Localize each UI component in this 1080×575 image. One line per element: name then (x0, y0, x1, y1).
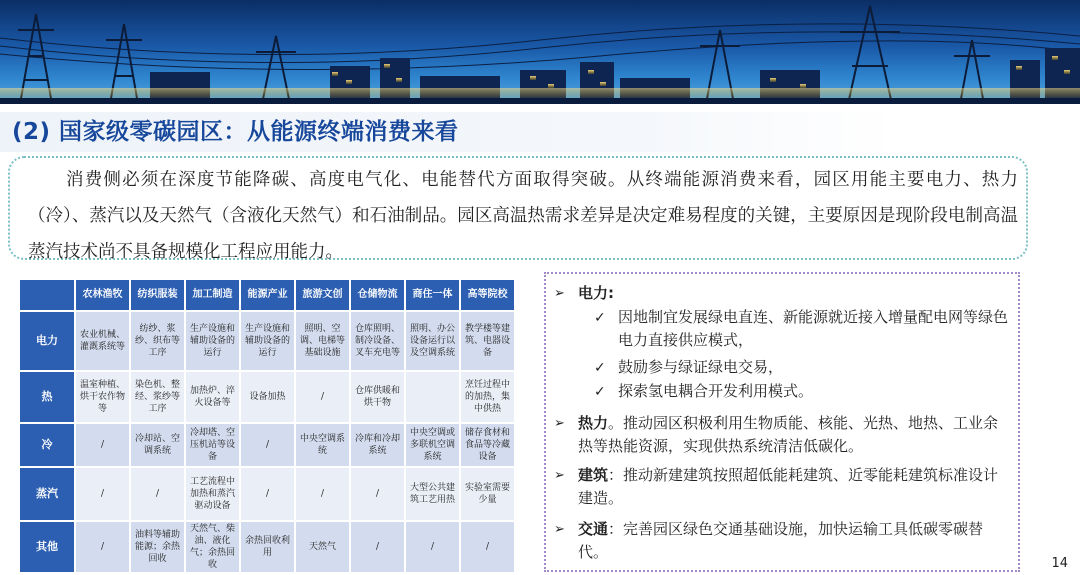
table-column-header: 仓储物流 (351, 280, 404, 310)
table-cell: 天然气 (296, 522, 349, 572)
heat-heading: 热力 (578, 414, 609, 432)
page-title: (2) 国家级零碳园区：从能源终端消费来看 (12, 119, 459, 145)
traffic-text: ：完善园区绿色交通基础设施，加快运输工具低碳零碳替代。 (578, 520, 984, 561)
table-cell: 冷却站、空调系统 (131, 424, 184, 466)
table-cell: / (131, 468, 184, 520)
table-column-header: 旅游文创 (296, 280, 349, 310)
table-cell: 生产设施和辅助设备的运行 (186, 312, 239, 370)
intro-box (8, 156, 1028, 260)
table-column-header: 商住一体 (406, 280, 459, 310)
title-bar (0, 112, 896, 152)
table-cell: / (76, 424, 129, 466)
table-cell: / (351, 522, 404, 572)
check-icon: ✓ (594, 384, 606, 400)
table-row (20, 468, 514, 520)
table-cell: 设备加热 (241, 372, 294, 422)
table-cell: 储存食材和食品等冷藏设备 (461, 424, 514, 466)
table-cell: 照明、办公设备运行以及空调系统 (406, 312, 459, 370)
arrow-bullet-icon: ➢ (554, 522, 565, 537)
table-cell: / (241, 424, 294, 466)
table-cell: 大型公共建筑工艺用热 (406, 468, 459, 520)
power-heading: 电力: (578, 284, 614, 302)
table-cell: 生产设施和辅助设备的运行 (241, 312, 294, 370)
table-cell: 加热炉、淬火设备等 (186, 372, 239, 422)
table-row (20, 522, 514, 572)
table-cell: 冷却塔、空压机站等设备 (186, 424, 239, 466)
table-row-header: 热 (20, 372, 74, 422)
table-cell: 纺纱、浆纱、织布等工序 (131, 312, 184, 370)
power-grid-illustration (0, 0, 1080, 104)
table-corner-cell (20, 280, 74, 310)
energy-consumption-table (18, 278, 516, 574)
check-icon: ✓ (594, 360, 606, 376)
table-row (20, 424, 514, 466)
table-row-header: 蒸汽 (20, 468, 74, 520)
table-cell: 中央空调系统 (296, 424, 349, 466)
table-column-header: 高等院校 (461, 280, 514, 310)
table-cell: 中央空调或多联机空调系统 (406, 424, 459, 466)
arrow-bullet-icon: ➢ (554, 468, 565, 483)
table-cell: 工艺流程中加热和蒸汽驱动设备 (186, 468, 239, 520)
table-header-row (20, 280, 514, 310)
table-cell: 照明、空调、电梯等基础设施 (296, 312, 349, 370)
table-cell: / (241, 468, 294, 520)
table-cell: 烹饪过程中的加热，集中供热 (461, 372, 514, 422)
table-cell: 冷库和冷却系统 (351, 424, 404, 466)
table-row-header: 电力 (20, 312, 74, 370)
table-cell: 温室种植、烘干农作物等 (76, 372, 129, 422)
table-cell: 农业机械、灌溉系统等 (76, 312, 129, 370)
table-column-header: 纺织服装 (131, 280, 184, 310)
table-row-header: 其他 (20, 522, 74, 572)
table-cell: / (296, 372, 349, 422)
traffic-bullet (578, 518, 1010, 564)
table-row-header: 冷 (20, 424, 74, 466)
table-cell: / (76, 522, 129, 572)
heat-text: 。推动园区积极利用生物质能、核能、光热、地热、工业余热等热能资源，实现供热系统清洁低碳化。 (578, 414, 999, 455)
table-cell: 染色机、整经、浆纱等工序 (131, 372, 184, 422)
table-column-header: 加工制造 (186, 280, 239, 310)
table-row (20, 372, 514, 422)
table-cell: 仓库供暖和烘干物 (351, 372, 404, 422)
header-banner (0, 0, 1080, 104)
table-cell: 天然气、柴油、液化气；余热回收 (186, 522, 239, 572)
building-text: ：推动新建建筑按照超低能耗建筑、近零能耗建筑标准设计建造。 (578, 466, 999, 507)
measures-box (544, 272, 1020, 572)
arrow-bullet-icon: ➢ (554, 416, 565, 431)
power-item: 探索氢电耦合开发利用模式。 (618, 382, 814, 400)
traffic-heading: 交通 (578, 520, 609, 538)
table-cell (406, 372, 459, 422)
table-cell: 余热回收利用 (241, 522, 294, 572)
table-cell: / (351, 468, 404, 520)
table-cell: 油料等辅助能源；余热回收 (131, 522, 184, 572)
building-bullet (578, 464, 1010, 510)
heat-bullet (578, 412, 1010, 458)
power-item: 鼓励参与绿证绿电交易， (618, 358, 784, 376)
power-item: 因地制宜发展绿电直连、新能源就近接入增量配电网等绿色电力直接供应模式， (618, 308, 1009, 349)
table-cell: / (76, 468, 129, 520)
check-icon: ✓ (594, 310, 606, 326)
table-cell: 实验室需要少量 (461, 468, 514, 520)
intro-paragraph: 消费侧必须在深度节能降碳、高度电气化、电能替代方面取得突破。从终端能源消费来看，园区用能主要电力、热力（冷）、蒸汽以及天然气（含液化天然气）和石油制品。园区高温热需求差异是决定难易程度的关键，主要原因是现阶段电制高温蒸汽技术尚不具备规模化工程应用能力。 (28, 170, 1018, 262)
table-cell: 仓库照明、制冷设备、叉车充电等 (351, 312, 404, 370)
table-cell: / (461, 522, 514, 572)
table-cell: / (406, 522, 459, 572)
page-number: 14 (1051, 556, 1068, 571)
table-row (20, 312, 514, 370)
table-column-header: 农林渔牧 (76, 280, 129, 310)
table-cell: / (296, 468, 349, 520)
table-column-header: 能源产业 (241, 280, 294, 310)
building-heading: 建筑 (578, 466, 609, 484)
arrow-bullet-icon: ➢ (554, 286, 565, 301)
table-cell: 教学楼等建筑、电器设备 (461, 312, 514, 370)
